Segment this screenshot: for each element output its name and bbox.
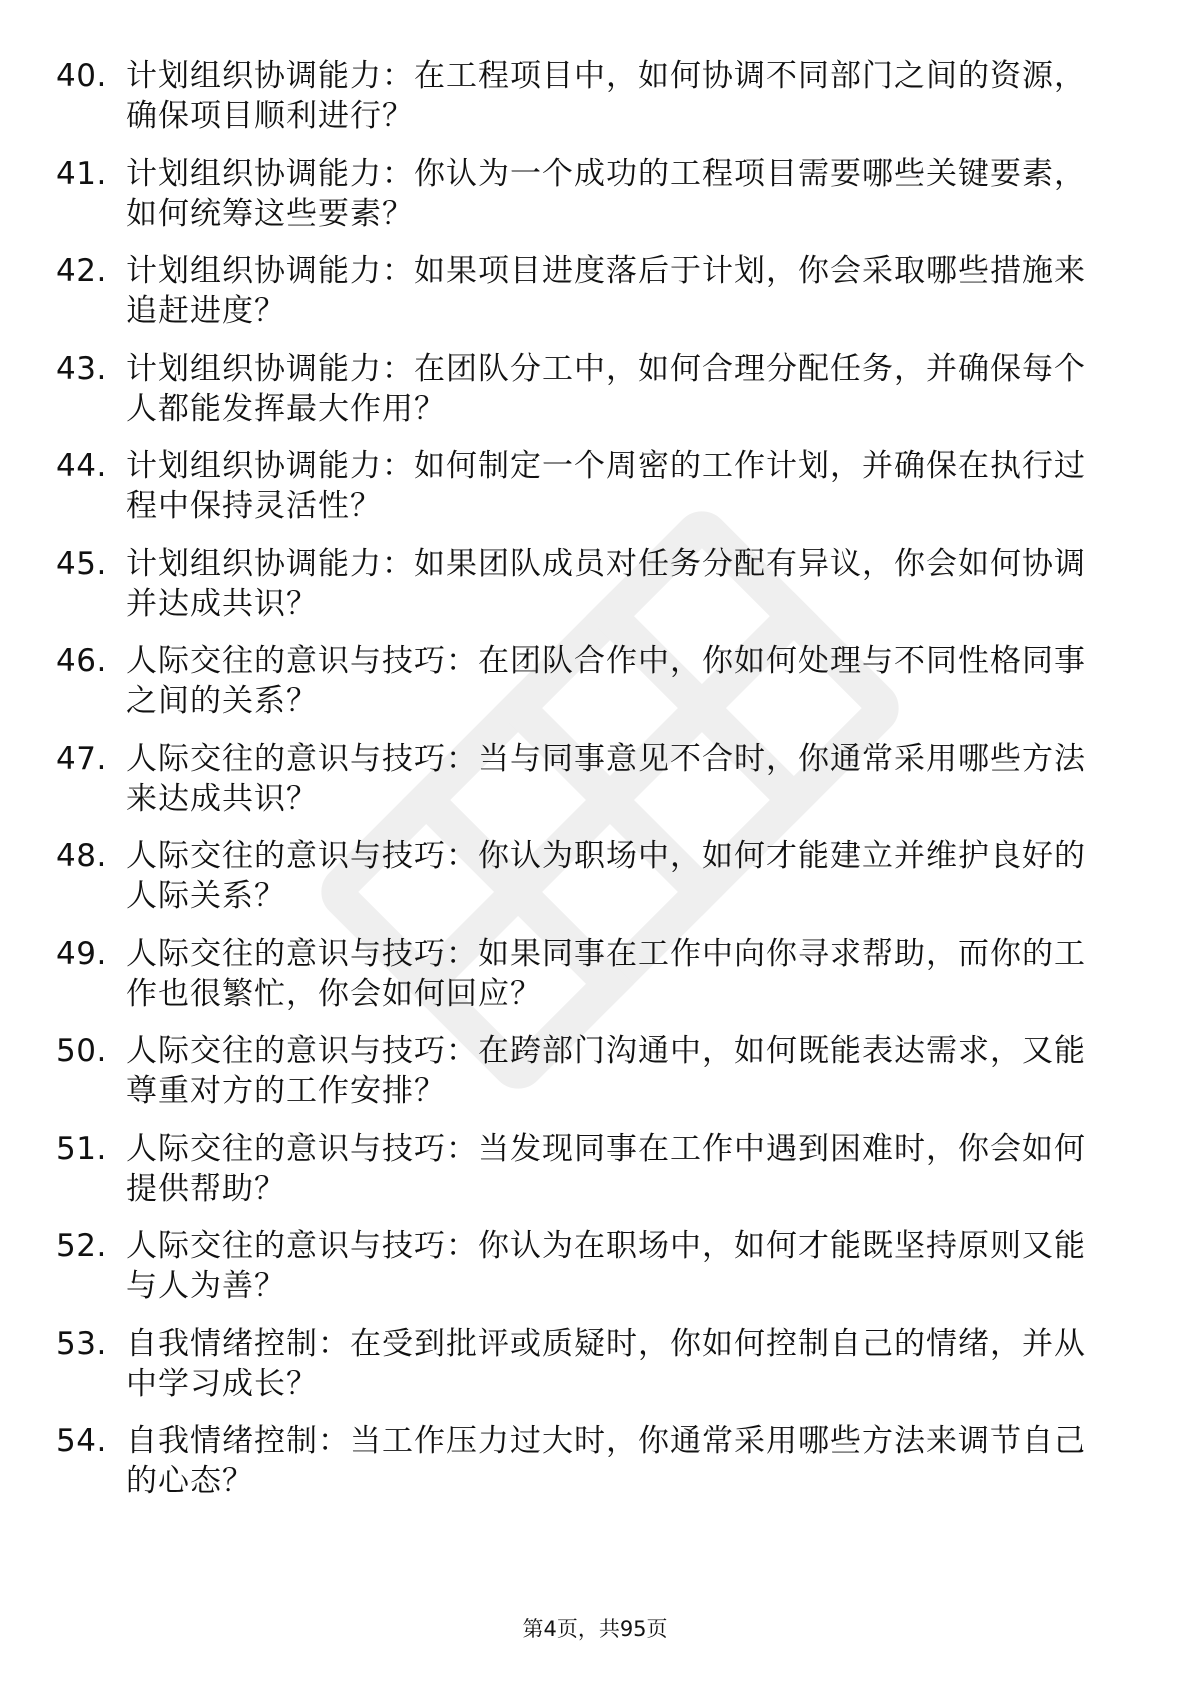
question-number: 52. (56, 1228, 107, 1264)
question-number: 47. (56, 740, 107, 777)
question-number: 48. (56, 838, 107, 874)
question-number: 41. (56, 155, 107, 192)
question-text: 人际交往的意识与技巧：如果同事在工作中向你寻求帮助，而你的工作也很繁忙，你会如何回应？ (126, 935, 1086, 1012)
question-number: 44. (56, 448, 107, 484)
question-text: 计划组织协调能力：如果团队成员对任务分配有异议，你会如何协调并达成共识？ (126, 545, 1086, 622)
question-item (56, 251, 1116, 349)
question-item (56, 641, 1116, 739)
question-number: 50. (56, 1033, 107, 1069)
question-number: 42. (56, 253, 107, 289)
question-text: 人际交往的意识与技巧：你认为在职场中，如何才能既坚持原则又能与人为善？ (126, 1228, 1086, 1304)
question-number: 54. (56, 1423, 107, 1459)
page-number-label: 第4页，共95页 (522, 1617, 668, 1641)
question-text: 自我情绪控制：在受到批评或质疑时，你如何控制自己的情绪，并从中学习成长？ (126, 1325, 1086, 1402)
question-item (56, 446, 1116, 544)
question-item (56, 739, 1116, 837)
page-footer (0, 1615, 1190, 1643)
question-item (56, 1226, 1116, 1324)
question-number: 51. (56, 1130, 107, 1167)
question-text: 计划组织协调能力：在工程项目中，如何协调不同部门之间的资源，确保项目顺利进行？ (126, 58, 1086, 134)
question-item (56, 1031, 1116, 1129)
question-number: 45. (56, 545, 107, 582)
question-item (56, 544, 1116, 642)
question-number: 46. (56, 643, 107, 679)
question-text: 计划组织协调能力：如果项目进度落后于计划，你会采取哪些措施来追赶进度？ (126, 253, 1086, 329)
question-number: 53. (56, 1325, 107, 1362)
question-item (56, 56, 1116, 154)
question-item (56, 1129, 1116, 1227)
question-number: 40. (56, 58, 107, 94)
question-item (56, 1421, 1116, 1519)
question-text: 人际交往的意识与技巧：在跨部门沟通中，如何既能表达需求，又能尊重对方的工作安排？ (126, 1033, 1086, 1109)
question-text: 人际交往的意识与技巧：当发现同事在工作中遇到困难时，你会如何提供帮助？ (126, 1130, 1086, 1207)
question-item (56, 154, 1116, 252)
question-text: 自我情绪控制：当工作压力过大时，你通常采用哪些方法来调节自己的心态？ (126, 1423, 1086, 1499)
question-number: 43. (56, 350, 107, 387)
question-text: 人际交往的意识与技巧：当与同事意见不合时，你通常采用哪些方法来达成共识？ (126, 740, 1086, 817)
question-item (56, 1324, 1116, 1422)
question-text: 人际交往的意识与技巧：你认为职场中，如何才能建立并维护良好的人际关系？ (126, 838, 1086, 914)
question-list (56, 56, 1116, 1519)
question-item (56, 349, 1116, 447)
question-item (56, 934, 1116, 1032)
question-text: 人际交往的意识与技巧：在团队合作中，你如何处理与不同性格同事之间的关系？ (126, 643, 1086, 719)
question-item (56, 836, 1116, 934)
question-text: 计划组织协调能力：在团队分工中，如何合理分配任务，并确保每个人都能发挥最大作用？ (126, 350, 1086, 427)
question-text: 计划组织协调能力：你认为一个成功的工程项目需要哪些关键要素，如何统筹这些要素？ (126, 155, 1086, 232)
question-text: 计划组织协调能力：如何制定一个周密的工作计划，并确保在执行过程中保持灵活性？ (126, 448, 1086, 524)
question-number: 49. (56, 935, 107, 972)
